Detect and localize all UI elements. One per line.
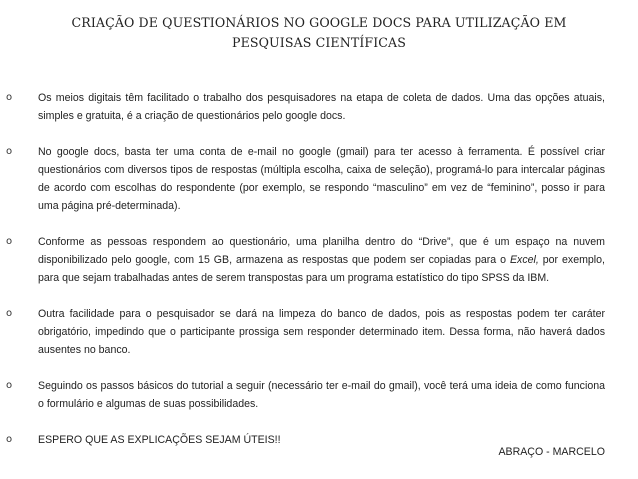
bullet-icon: o: [6, 380, 13, 391]
list-item: [0, 143, 638, 215]
page-title: [20, 13, 618, 53]
list-item: [0, 305, 638, 359]
signature: ABRAÇO - MARCELO: [498, 446, 605, 458]
bullet-icon: o: [6, 236, 13, 247]
paragraph-text-end: por exemplo, para que sejam trabalhadas antes de serem transpostas para um programa estatístico do tipo SPSS da IBM.: [38, 254, 605, 284]
list-item: [0, 89, 638, 125]
bullet-icon: o: [6, 434, 13, 445]
bullet-icon: o: [6, 92, 13, 103]
paragraph-text: [38, 233, 605, 287]
title-line-1: CRIAÇÃO DE QUESTIONÁRIOS NO GOOGLE DOCS PARA UTILIZAÇÃO EM: [71, 15, 567, 30]
excel-italic-text: Excel,: [509, 254, 539, 266]
list-item: [0, 233, 638, 287]
paragraph-text: Seguindo os passos básicos do tutorial a seguir (necessário ter e-mail do gmail), você terá uma ideia de como funciona o formulário e algumas de suas possibilidades.: [38, 380, 605, 410]
paragraph-text: No google docs, basta ter uma conta de e-mail no google (gmail) para ter acesso à ferramenta. É possível criar questionários com diversos tipos de respostas (múltipla escolha, caixa de seleção), programá-lo para intercalar páginas de acordo com escolhas do respondente (por exemplo, se respondo “masculino” em vez de “feminino”, posso ir para uma página pré-determinada).: [38, 146, 605, 212]
bullet-list: [0, 89, 638, 449]
paragraph-text-start: Conforme as pessoas respondem ao questionário, uma planilha dentro do “Drive”, que é um espaço na nuvem disponibilizado pelo google, com 15 GB, armazena as respostas que podem ser copiadas para o: [38, 236, 605, 266]
bullet-icon: o: [6, 146, 13, 157]
list-item: [0, 377, 638, 413]
paragraph-text: Os meios digitais têm facilitado o trabalho dos pesquisadores na etapa de coleta de dados. Uma das opções atuais, simples e gratuita, é a criação de questionários pelo google docs.: [38, 92, 605, 122]
paragraph-text: ESPERO QUE AS EXPLICAÇÕES SEJAM ÚTEIS!!: [38, 434, 281, 446]
bullet-icon: o: [6, 308, 13, 319]
paragraph-text: Outra facilidade para o pesquisador se dará na limpeza do banco de dados, pois as respostas podem ter caráter obrigatório, impedindo que o participante prossiga sem responder determinado item. Dessa forma, não haverá dados ausentes no banco.: [38, 308, 605, 356]
title-line-2: PESQUISAS CIENTÍFICAS: [232, 35, 406, 50]
